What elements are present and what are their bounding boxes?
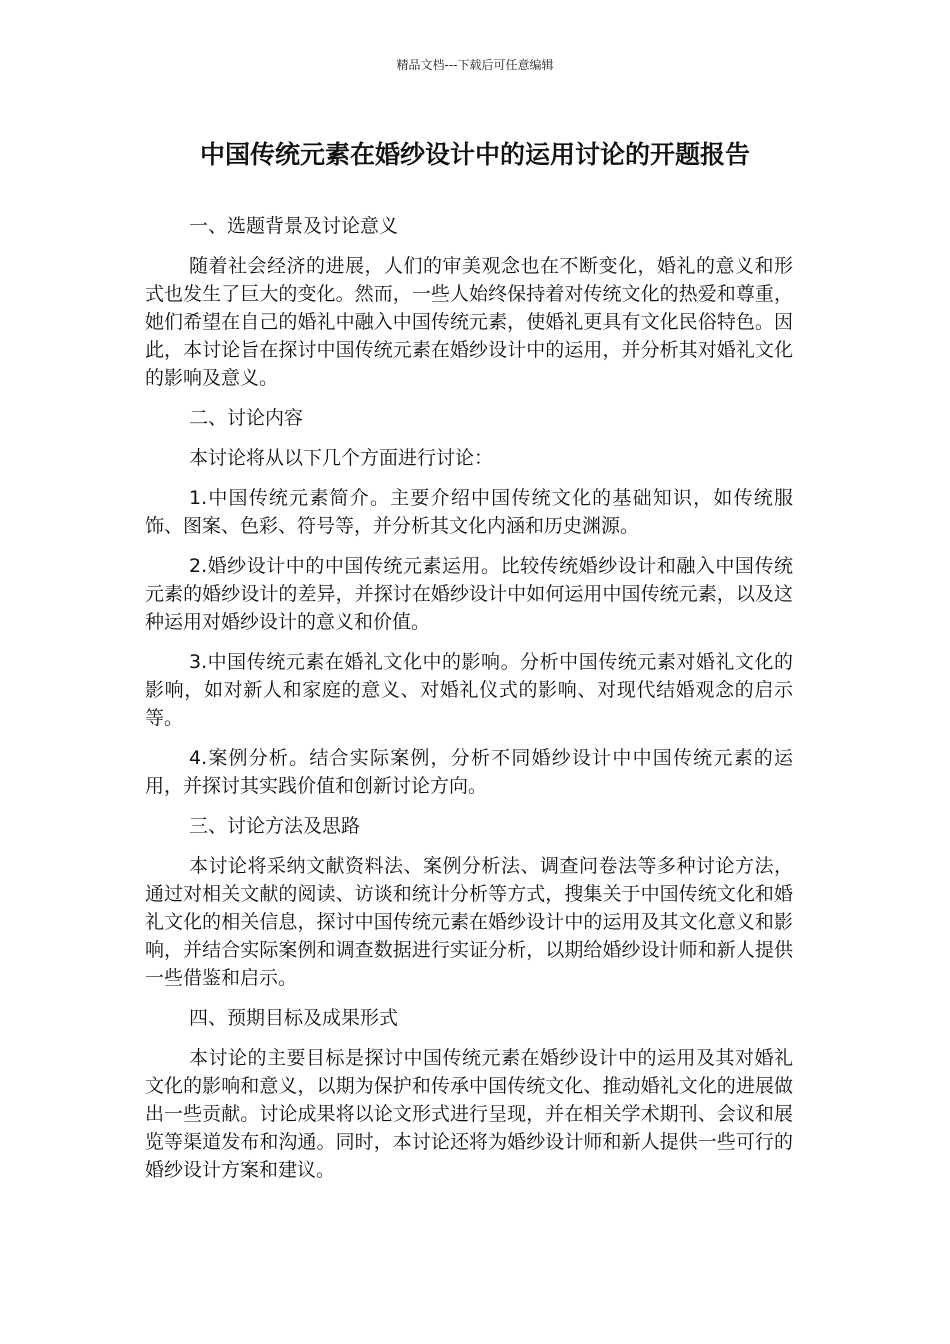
section-heading-background: 一、选题背景及讨论意义	[189, 215, 399, 237]
paragraph-item-1: 1.中国传统元素简介。主要介绍中国传统文化的基础知识，如传统服饰、图案、色彩、符号等，并分析其文化内涵和历史渊源。	[145, 487, 793, 537]
paragraph-content-intro: 本讨论将从以下几个方面进行讨论：	[189, 447, 494, 469]
paragraph-item-2: 2.婚纱设计中的中国传统元素运用。比较传统婚纱设计和融入中国传统元素的婚纱设计的差异，并探讨在婚纱设计中如何运用中国传统元素，以及这种运用对婚纱设计的意义和价值。	[145, 555, 793, 633]
paragraph-methods: 本讨论将采纳文献资料法、案例分析法、调查问卷法等多种讨论方法，通过对相关文献的阅读、访谈和统计分析等方式，搜集关于中国传统文化和婚礼文化的相关信息，探讨中国传统元素在婚纱设计中的运用及其文化意义和影响，并结合实际案例和调查数据进行实证分析，以期给婚纱设计师和新人提供一些借鉴和启示。	[145, 855, 793, 989]
paragraph-item-3: 3.中国传统元素在婚礼文化中的影响。分析中国传统元素对婚礼文化的影响，如对新人和家庭的意义、对婚礼仪式的影响、对现代结婚观念的启示等。	[145, 651, 793, 729]
paragraph-item-4: 4.案例分析。结合实际案例，分析不同婚纱设计中中国传统元素的运用，并探讨其实践价值和创新讨论方向。	[145, 747, 793, 797]
section-heading-goals: 四、预期目标及成果形式	[189, 1007, 399, 1029]
document-title: 中国传统元素在婚纱设计中的运用讨论的开题报告	[199, 140, 750, 169]
paragraph-background: 随着社会经济的进展，人们的审美观念也在不断变化，婚礼的意义和形式也发生了巨大的变化。然而，一些人始终保持着对传统文化的热爱和尊重，她们希望在自己的婚礼中融入中国传统元素，使婚礼更具有文化民俗特色。因此，本讨论旨在探讨中国传统元素在婚纱设计中的运用，并分析其对婚礼文化的影响及意义。	[145, 255, 793, 389]
document-body	[145, 212, 793, 1196]
section-heading-content: 二、讨论内容	[189, 407, 304, 429]
section-heading-methods: 三、讨论方法及思路	[189, 815, 361, 837]
page-header: 精品文档---下载后可任意编辑	[396, 58, 554, 72]
paragraph-goals: 本讨论的主要目标是探讨中国传统元素在婚纱设计中的运用及其对婚礼文化的影响和意义，以期为保护和传承中国传统文化、推动婚礼文化的进展做出一些贡献。讨论成果将以论文形式进行呈现，并在相关学术期刊、会议和展览等渠道发布和沟通。同时，本讨论还将为婚纱设计师和新人提供一些可行的婚纱设计方案和建议。	[145, 1047, 793, 1181]
